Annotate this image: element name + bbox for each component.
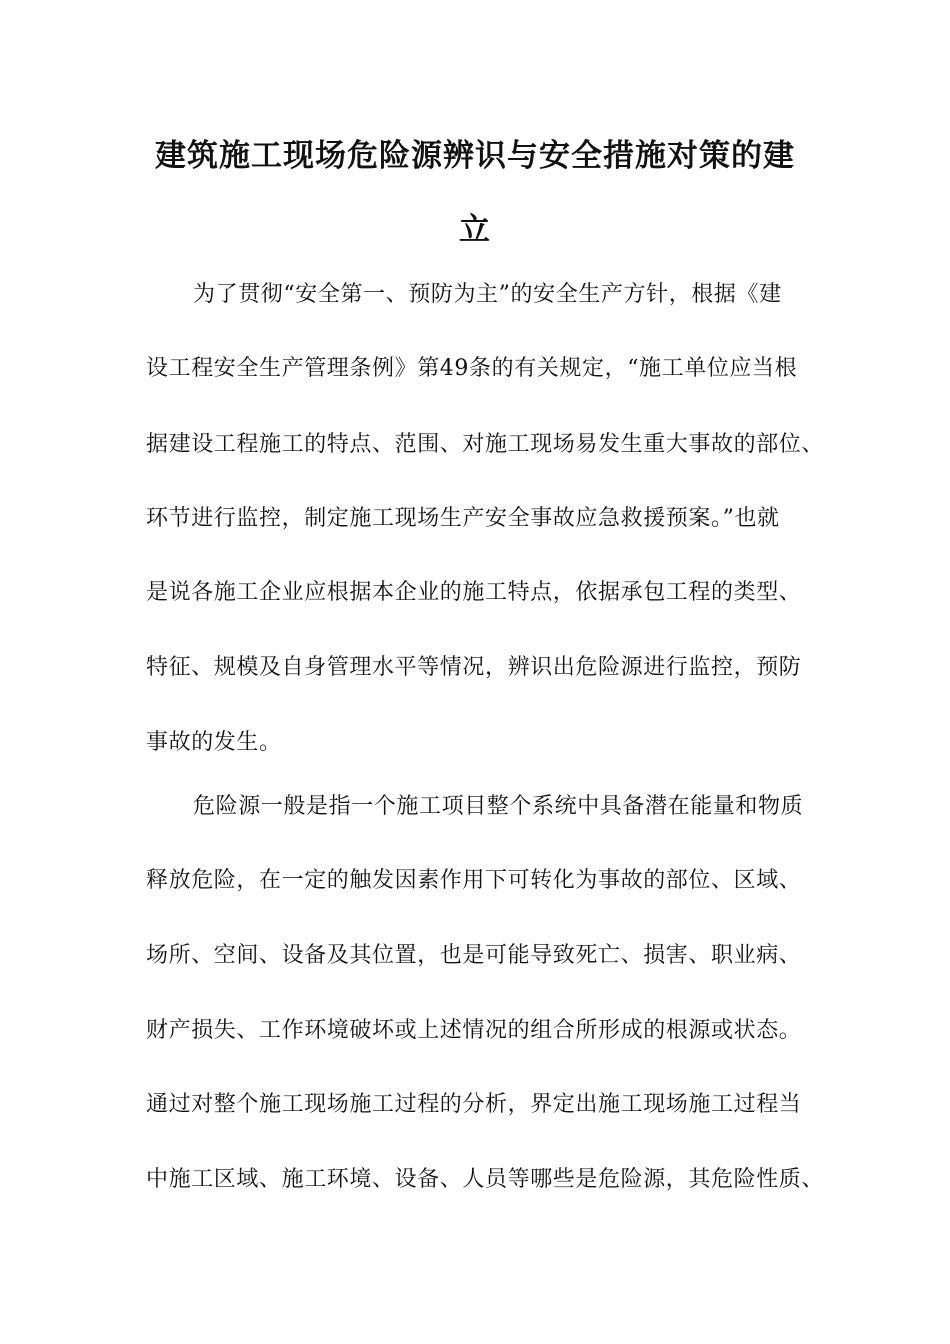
paragraph-line: 危险源一般是指一个施工项目整个系统中具备潜在能量和物质 bbox=[193, 794, 804, 819]
paragraph-line: 释放危险，在一定的触发因素作用下可转化为事故的部位、区域、 bbox=[146, 868, 802, 893]
paragraph-line: 特征、规模及自身管理水平等情况，辨识出危险源进行监控，预防 bbox=[146, 655, 802, 680]
document-title-line-1: 建筑施工现场危险源辨识与安全措施对策的建 bbox=[155, 138, 795, 174]
document-title-line-2: 立 bbox=[459, 212, 491, 248]
paragraph-line: 场所、空间、设备及其位置，也是可能导致死亡、损害、职业病、 bbox=[146, 943, 802, 968]
paragraph-line: 财产损失、工作环境破坏或上述情况的组合所形成的根源或状态。 bbox=[146, 1018, 802, 1043]
paragraph-line: 据建设工程施工的特点、范围、对施工现场易发生重大事故的部位、 bbox=[146, 432, 825, 457]
paragraph-line: 是说各施工企业应根据本企业的施工特点，依据承包工程的类型、 bbox=[146, 580, 802, 605]
paragraph-line: 设工程安全生产管理条例》第49条的有关规定，“施工单位应当根 bbox=[146, 356, 798, 381]
paragraph-line: 事故的发生。 bbox=[146, 730, 282, 755]
paragraph-line: 中施工区域、施工环境、设备、人员等哪些是危险源，其危险性质、 bbox=[146, 1167, 825, 1192]
paragraph-line: 通过对整个施工现场施工过程的分析，界定出施工现场施工过程当 bbox=[146, 1092, 802, 1117]
paragraph-line: 环节进行监控，制定施工现场生产安全事故应急救援预案。”也就 bbox=[146, 506, 780, 531]
paragraph-line: 为了贯彻“安全第一、预防为主”的安全生产方针，根据《建 bbox=[193, 282, 782, 307]
